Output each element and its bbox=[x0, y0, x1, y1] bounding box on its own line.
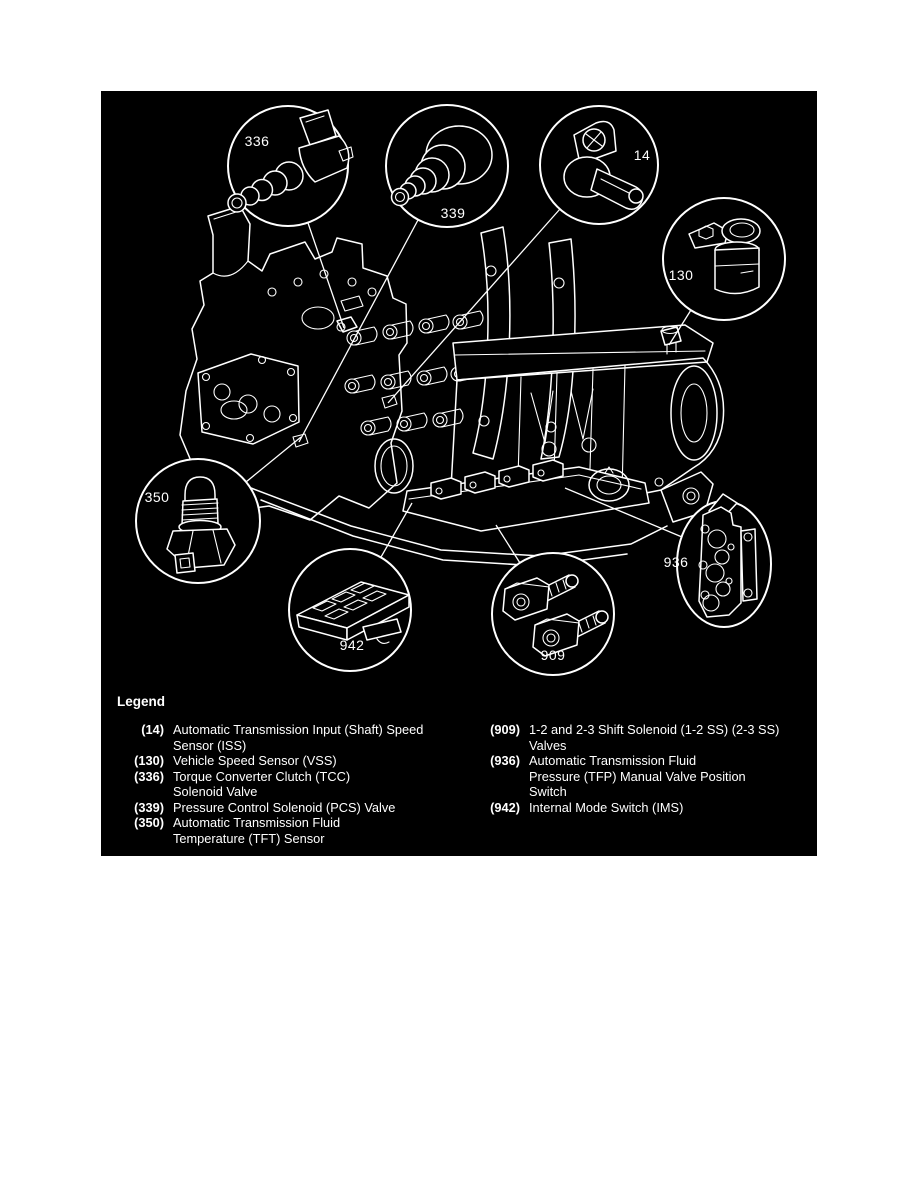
legend-entry-number: (130) bbox=[134, 753, 164, 768]
legend-column-left bbox=[129, 722, 459, 846]
callout-label-942: 942 bbox=[339, 637, 365, 653]
legend-entry-909 bbox=[485, 722, 815, 753]
legend-entry-line: Automatic Transmission Fluid bbox=[529, 753, 697, 768]
legend-entry-text bbox=[529, 722, 779, 753]
legend-entry-line: Automatic Transmission Input (Shaft) Speed bbox=[173, 722, 424, 737]
callout-label-339: 339 bbox=[440, 205, 466, 221]
callout-label-350: 350 bbox=[144, 489, 170, 505]
callout-label-336: 336 bbox=[244, 133, 270, 149]
legend-entry-339 bbox=[129, 800, 459, 816]
callout-label-130: 130 bbox=[668, 267, 694, 283]
legend-entry-14 bbox=[129, 722, 459, 753]
legend-entry-text bbox=[173, 815, 340, 846]
diagram-panel bbox=[101, 91, 817, 856]
legend bbox=[101, 91, 817, 856]
legend-entry-text bbox=[529, 800, 683, 816]
legend-column-right bbox=[485, 722, 815, 815]
legend-title: Legend bbox=[117, 694, 166, 709]
legend-entry-number: (339) bbox=[134, 799, 164, 815]
legend-entry-text bbox=[173, 800, 395, 816]
legend-entry-line: 1-2 and 2-3 Shift Solenoid (1-2 SS) (2-3 SS) bbox=[529, 722, 780, 737]
legend-entry-336 bbox=[129, 769, 459, 800]
legend-entry-line: Temperature (TFT) Sensor bbox=[173, 830, 325, 846]
legend-entry-942 bbox=[485, 800, 815, 816]
legend-entry-line: Valves bbox=[529, 737, 567, 753]
legend-entry-line: Pressure (TFP) Manual Valve Position bbox=[529, 768, 746, 784]
callout-label-909: 909 bbox=[540, 647, 566, 663]
legend-entry-line: Torque Converter Clutch (TCC) bbox=[173, 768, 351, 784]
legend-entry-line: Sensor (ISS) bbox=[173, 737, 247, 753]
callout-label-14: 14 bbox=[633, 147, 651, 163]
legend-entry-350 bbox=[129, 815, 459, 846]
legend-entry-number: (14) bbox=[141, 722, 164, 737]
legend-entry-text bbox=[529, 753, 746, 800]
callout-label-936: 936 bbox=[663, 554, 689, 570]
legend-entry-text bbox=[173, 753, 337, 769]
legend-entry-text bbox=[173, 769, 350, 800]
legend-entry-number: (942) bbox=[490, 799, 520, 815]
legend-entry-line: Automatic Transmission Fluid bbox=[173, 815, 341, 830]
legend-entry-line: Pressure Control Solenoid (PCS) Valve bbox=[173, 799, 396, 815]
legend-entry-130 bbox=[129, 753, 459, 769]
legend-entry-number: (350) bbox=[134, 815, 164, 830]
legend-entry-936 bbox=[485, 753, 815, 800]
legend-entry-line: Vehicle Speed Sensor (VSS) bbox=[173, 753, 337, 768]
legend-entry-line: Internal Mode Switch (IMS) bbox=[529, 799, 684, 815]
legend-entry-number: (909) bbox=[490, 722, 520, 737]
legend-entry-number: (336) bbox=[134, 768, 164, 784]
legend-entry-line: Solenoid Valve bbox=[173, 784, 258, 799]
legend-entry-line: Switch bbox=[529, 784, 567, 799]
legend-entry-number: (936) bbox=[490, 753, 520, 768]
legend-entry-text bbox=[173, 722, 423, 753]
